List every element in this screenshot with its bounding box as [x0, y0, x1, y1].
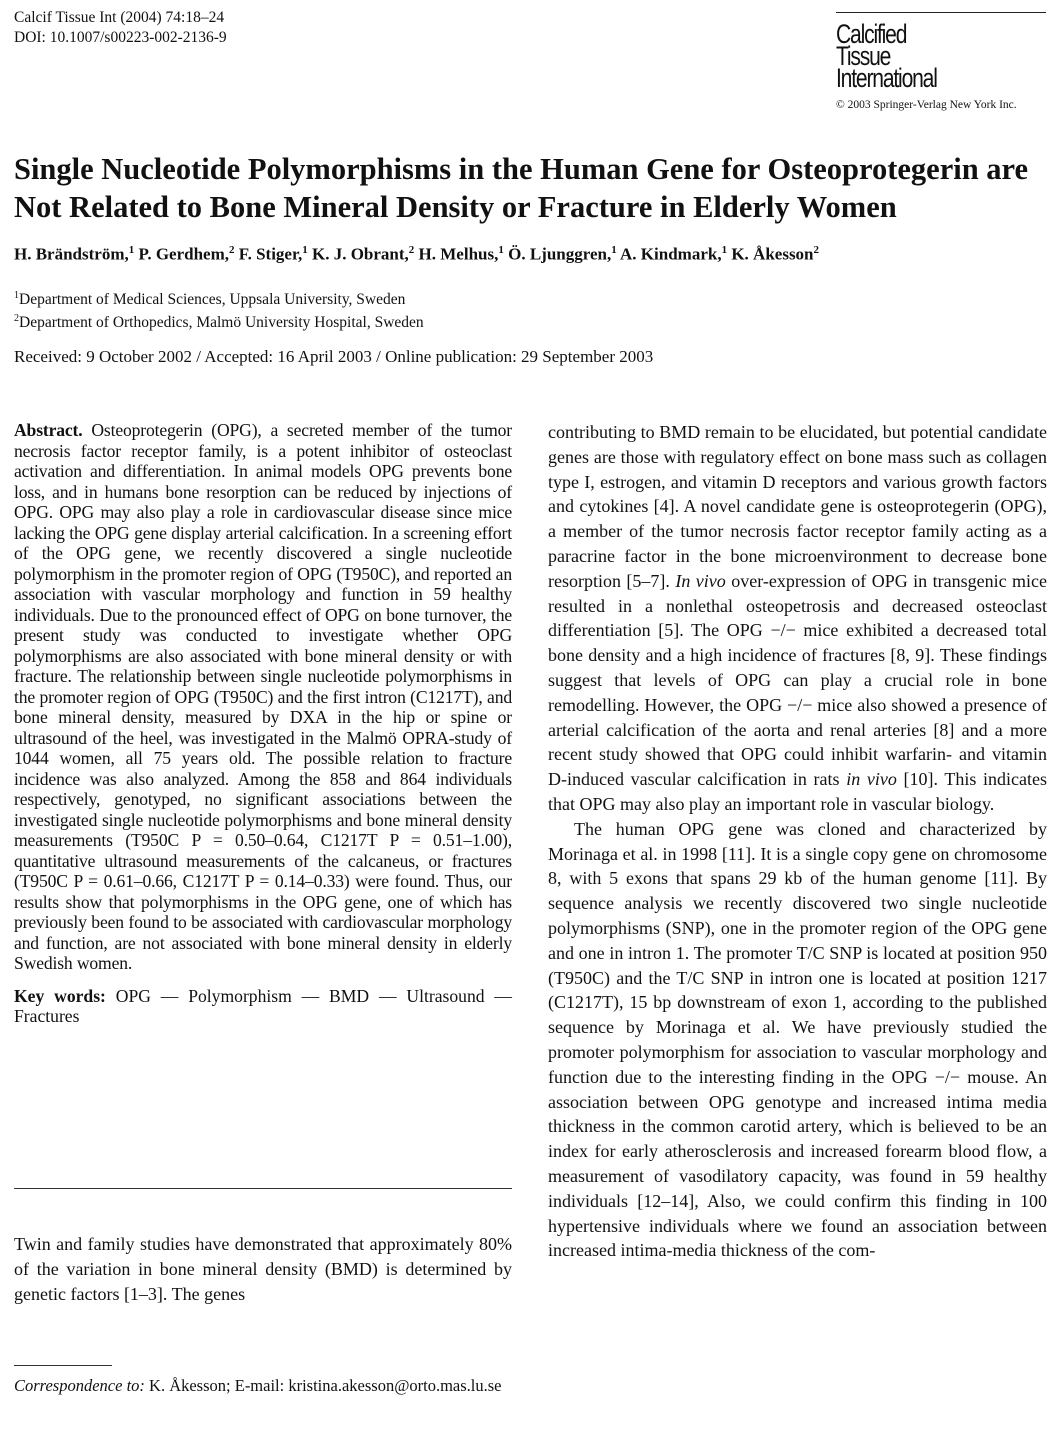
keywords-label: Key words: — [14, 985, 106, 1006]
author-affiliation-mark: 1 — [721, 244, 728, 256]
author-affiliation-mark: 2 — [229, 244, 235, 256]
author: K. Åkesson — [731, 244, 814, 264]
body-italic: in vivo — [846, 769, 897, 790]
footnote-rule — [14, 1365, 112, 1366]
intro-paragraph: Twin and family studies have demonstrated that approximately 80% of the variation in bone mineral density (BMD) is determined by genetic factors [1–3]. The genes — [14, 1234, 512, 1304]
author: H. Melhus, — [418, 244, 499, 264]
paper-title: Single Nucleotide Polymorphisms in the Human Gene for Osteoprotegerin are Not Related to Bone Mineral Density or Fracture in Elderly Women — [14, 152, 1029, 224]
abstract-divider — [14, 1188, 512, 1189]
left-column — [14, 420, 512, 1027]
body-italic: In vivo — [675, 570, 726, 591]
journal-citation: Calcif Tissue Int (2004) 74:18–24 — [14, 9, 225, 26]
keywords-text: OPG — Polymorphism — BMD — Ultrasound — Fractures — [14, 985, 512, 1026]
abstract-label: Abstract. — [14, 420, 83, 440]
logo-line-2: Tissue — [836, 41, 891, 71]
abstract-text: Osteoprotegerin (OPG), a secreted member of the tumor necrosis factor receptor family, is a potent inhibitor of osteoclast activation and differentiation. In animal models OPG prevents bone loss, and in humans bone resorption can be reduced by injections of OPG. OPG may also play a role in cardiovascular disease since mice lacking the OPG gene display arterial calcification. In a screening effort of the OPG gene, we recently discovered a single nucleotide polymorphism in the promoter region of OPG (T950C), and reported an association with vascular morphology and function in 59 healthy individuals. Due to the pronounced effect of OPG on bone turnover, the present study was conducted to investigate whether OPG polymorphisms are also associated with bone mineral density or with fracture. The relationship between single nucleotide polymorphisms in the promoter region of OPG (T950C) and the first intron (C1217T), and bone mineral density, measured by DXA in the hip or spine or ultrasound of the heel, was investigated in the Malmö OPRA-study of 1044 women, all 75 years old. The possible relation to fracture incidence was also analyzed. Among the 858 and 864 individuals respectively, genotyped, no significant associations between the investigated single nucleotide polymorphisms and bone mineral density measurements (T950C P = 0.50–0.64, C1217T P = 0.51–1.00), quantitative ultrasound measurements of the calcaneus, or fractures (T950C P = 0.61–0.66, C1217T P = 0.14–0.33) were found. Thus, our results show that polymorphisms in the OPG gene, one of which has previously been found to be associated with cardiovascular morphology and function, are not associated with bone mineral density in elderly Swedish women. — [14, 420, 512, 973]
affiliation — [14, 286, 424, 309]
author-affiliation-mark: 2 — [408, 244, 415, 256]
body-paragraph-1 — [548, 420, 1047, 817]
publication-dates: Received: 9 October 2002 / Accepted: 16 April 2003 / Online publication: 29 September 2003 — [14, 347, 654, 366]
body-text: contributing to BMD remain to be elucidated, but potential candidate genes are those with regulatory effect on bone mass such as collagen type I, estrogen, and vitamin D receptors and various growth factors and cytokines [4]. A novel candidate gene is osteoprotegerin (OPG), a member of the tumor necrosis factor receptor family acting as a paracrine factor in the bone microenvironment to decrease bone resorption [5–7]. — [548, 422, 1047, 591]
logo-line-1: Calcified — [836, 19, 907, 49]
author-affiliation-mark: 1 — [128, 244, 135, 256]
body-paragraph-2: The human OPG gene was cloned and characterized by Morinaga et al. in 1998 [11]. It is a single copy gene on chromosome 8, with 5 exons that spans 29 kb of the human genome [11]. By sequence analysis we recently discovered two single nucleotide polymorphisms (SNP), one in the promoter region of the OPG gene and one in intron 1. The promoter T/C SNP is located at position 950 (T950C) and the T/C SNP in intron one is located at position 1217 (C1217T), 15 bp downstream of exon 1, according to the published sequence by Morinaga et al. We have previously studied the promoter polymorphism for association to vascular morphology and function due to the interesting finding in the OPG −/− mouse. An association between OPG genotype and increased intima media thickness in the common carotid artery, which is believed to be an index for early atherosclerosis and increased forearm blood flow, a measurement of vasodilatory capacity, was found in 59 healthy individuals [12–14], Also, we could confirm this finding in 100 hypertensive individuals where we found an association between increased intima-media thickness of the com- — [548, 818, 1047, 1261]
affiliation-number: 1 — [14, 290, 19, 301]
affiliation — [14, 309, 424, 332]
body-text: [10]. This indicates that OPG may also play an important role in vascular biology. — [548, 769, 1048, 814]
author: Ö. Ljunggren, — [508, 244, 612, 264]
author: A. Kindmark, — [620, 244, 722, 264]
keywords — [14, 986, 512, 1027]
author: F. Stiger, — [238, 244, 303, 264]
author-list — [14, 244, 819, 265]
correspondence-text: K. Åkesson; E-mail: kristina.akesson@orto.mas.lu.se — [149, 1376, 502, 1395]
copyright-notice: © 2003 Springer-Verlag New York Inc. — [836, 99, 1017, 111]
logo-line-3: International — [836, 63, 937, 93]
author-affiliation-mark: 1 — [498, 244, 504, 256]
body-text: over-expression of OPG in transgenic mice resulted in a nonlethal osteopetrosis and decreased osteoclast differentiation [5]. The OPG −/− mice exhibited a decreased total bone density and a high incidence of fractures [8, 9]. These findings suggest that levels of OPG can play a crucial role in bone remodelling. However, the OPG −/− mice also showed a presence of arterial calcification of the aorta and renal arteries [8] and a more recent study showed that OPG could inhibit warfarin- and vitamin D-induced vascular calcification in rats — [548, 570, 1048, 790]
logo-wordmark — [836, 19, 1000, 93]
author: P. Gerdhem, — [138, 244, 230, 264]
author: K. J. Obrant, — [311, 244, 409, 264]
author-affiliation-mark: 1 — [302, 244, 308, 256]
author: H. Brändström, — [14, 244, 129, 264]
abstract — [14, 420, 512, 974]
journal-logo — [836, 12, 1046, 111]
author-affiliation-mark: 1 — [611, 244, 617, 256]
affiliation-number: 2 — [14, 313, 19, 325]
doi-line: DOI: 10.1007/s00223-002-2136-9 — [14, 29, 227, 46]
journal-citation-block — [14, 8, 227, 48]
affiliation-list — [14, 286, 424, 332]
logo-rule — [836, 12, 1046, 13]
correspondence-footnote — [14, 1376, 512, 1395]
affiliation-text: Department of Medical Sciences, Uppsala University, Sweden — [19, 291, 406, 309]
author-affiliation-mark: 2 — [813, 244, 820, 256]
affiliation-text: Department of Orthopedics, Malmö University Hospital, Sweden — [19, 314, 424, 332]
correspondence-label: Correspondence to: — [14, 1376, 145, 1395]
right-column — [548, 420, 1047, 1263]
